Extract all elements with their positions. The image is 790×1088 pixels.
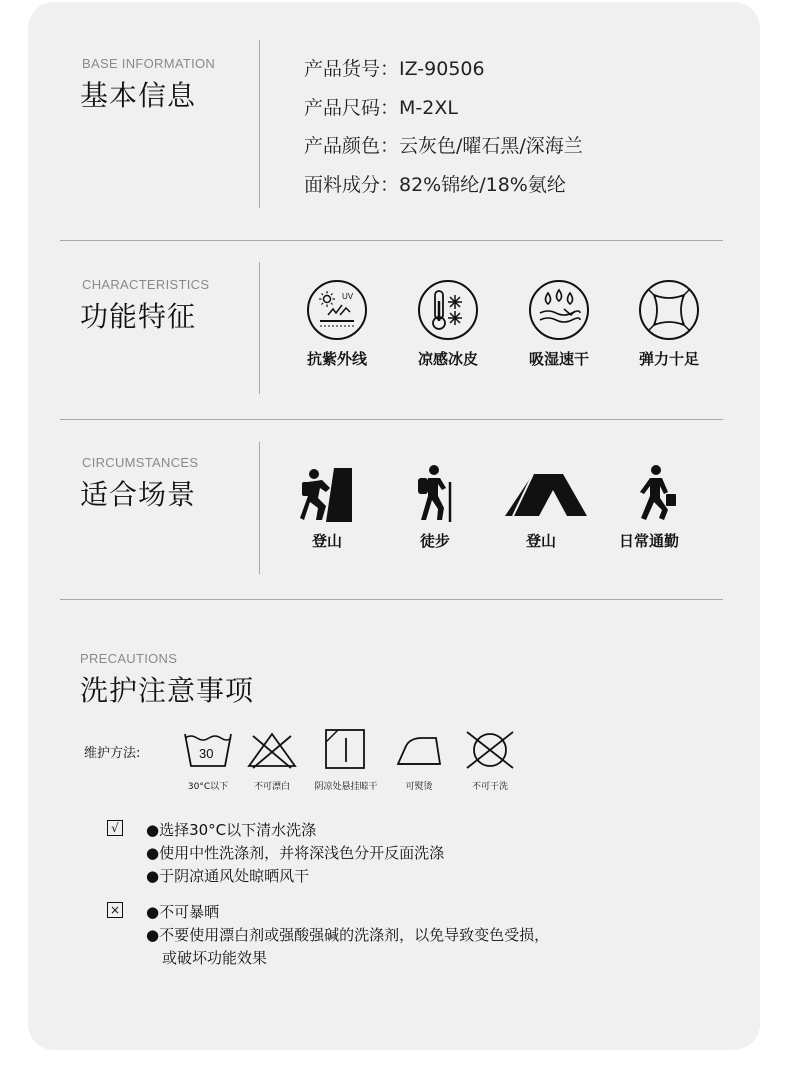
base-info-heading: 基本信息 (80, 79, 197, 112)
commuter-icon (632, 464, 678, 522)
uv-protection-icon (306, 279, 368, 341)
tent-icon (503, 470, 589, 518)
climbing-icon (300, 466, 354, 522)
cooling-thermometer-icon (417, 279, 479, 341)
circumstances-en-heading: CIRCUMSTANCES (82, 455, 199, 470)
line-dry-shade-icon (324, 728, 366, 770)
section-divider (60, 599, 723, 600)
iron-icon (396, 732, 442, 768)
care-label-iron: 可熨烫 (405, 782, 433, 792)
care-label-wash: 30°C以下 (187, 782, 229, 792)
section-divider (60, 240, 723, 241)
section-divider (60, 419, 723, 420)
svg-text:UV: UV (342, 292, 354, 301)
no-dry-clean-icon (463, 728, 517, 772)
moisture-wicking-icon (528, 279, 590, 341)
divider (259, 40, 260, 208)
feature-label-uv: 抗紫外线 (306, 350, 367, 368)
product-color-row: 产品颜色：云灰色/曜石黑/深海兰 (304, 135, 583, 157)
divider (259, 262, 260, 394)
care-tip: ●使用中性洗涤剂，并将深浅色分开反面洗涤 (146, 844, 445, 862)
care-label-bleach: 不可漂白 (253, 782, 290, 792)
product-size-row: 产品尺码：M-2XL (304, 97, 458, 119)
precautions-en-heading: PRECAUTIONS (80, 651, 178, 666)
feature-label-moisture: 吸湿速干 (528, 350, 589, 368)
product-code-row: 产品货号：IZ-90506 (304, 58, 485, 80)
scene-label-commute: 日常通勤 (618, 532, 679, 550)
product-info-card (28, 2, 760, 1050)
precautions-heading: 洗护注意事项 (80, 674, 255, 707)
scene-label-hiking: 徒步 (419, 532, 450, 550)
warning-tip: ●不要使用漂白剂或强酸强碱的洗涤剂，以免导致变色受损， (146, 926, 550, 944)
characteristics-en-heading: CHARACTERISTICS (82, 277, 210, 292)
care-label-dry-clean: 不可干洗 (471, 782, 508, 792)
feature-label-stretch: 弹力十足 (638, 350, 699, 368)
divider (259, 442, 260, 574)
circumstances-heading: 适合场景 (80, 478, 197, 511)
care-tip: ●选择30°C以下清水洗涤 (146, 821, 317, 839)
hiking-icon (412, 464, 458, 522)
scene-label-camping: 登山 (525, 532, 556, 550)
warning-tip: 或破坏功能效果 (162, 949, 268, 967)
warning-tip: ●不可暴晒 (146, 903, 220, 921)
care-label-dry: 阴凉处悬挂晾干 (314, 782, 378, 792)
no-bleach-icon (245, 730, 299, 770)
characteristics-heading: 功能特征 (80, 300, 197, 333)
scene-label-climbing: 登山 (311, 532, 342, 550)
wash-30-icon (183, 730, 233, 770)
care-method-label: 维护方法: (84, 746, 141, 761)
feature-label-cooling: 凉感冰皮 (417, 350, 478, 368)
fabric-row: 面料成分：82%锦纶/18%氨纶 (304, 174, 566, 196)
cross-icon: × (107, 902, 123, 918)
base-info-en-heading: BASE INFORMATION (82, 56, 216, 71)
svg-text:30: 30 (199, 746, 214, 761)
stretch-fabric-icon (638, 279, 700, 341)
check-icon: √ (107, 820, 123, 836)
care-tip: ●于阴凉通风处晾晒风干 (146, 867, 310, 885)
